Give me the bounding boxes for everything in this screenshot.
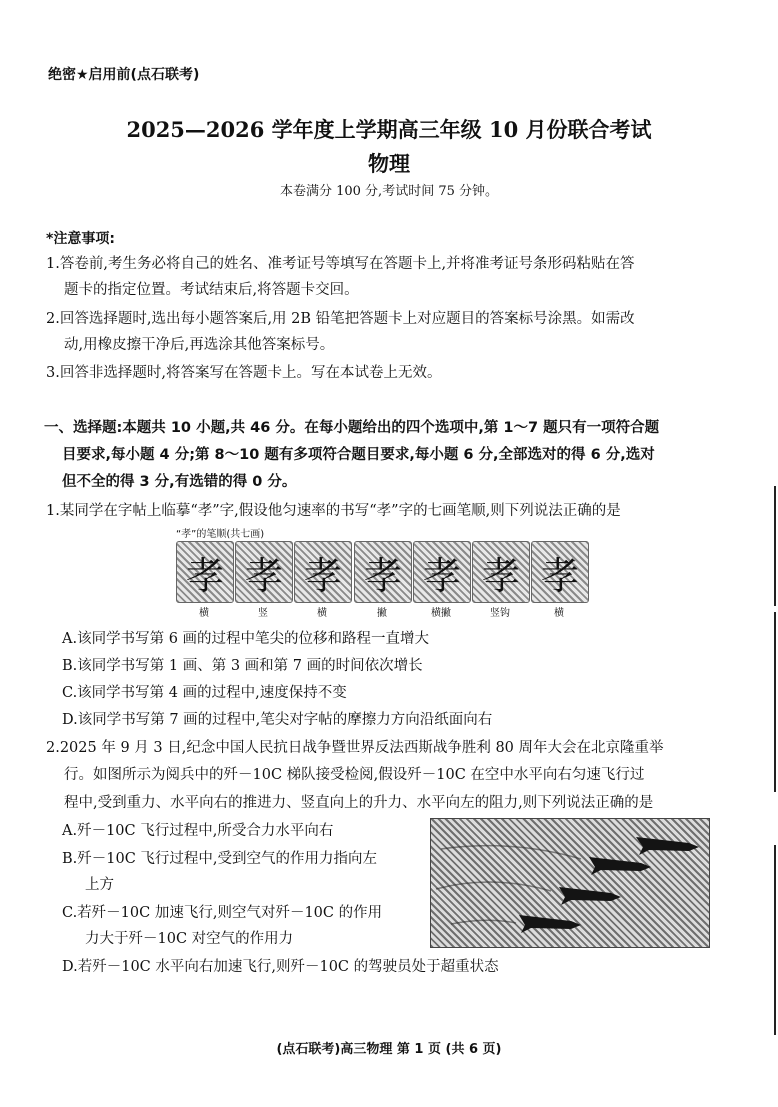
stroke-label-3: 横 [317, 608, 327, 619]
stroke-char-3: 孝 [294, 541, 352, 603]
stroke-label-7: 横 [554, 608, 564, 619]
q1-option-c: C.该同学书写第 4 画的过程中,速度保持不变 [62, 685, 347, 701]
stroke-char-6: 孝 [472, 541, 530, 603]
note-2-cont: 动,用橡皮擦干净后,再选涂其他答案标号。 [64, 337, 335, 353]
stroke-char-4: 孝 [354, 541, 412, 603]
stroke-char-7: 孝 [531, 541, 589, 603]
stroke-label-1: 横 [199, 608, 209, 619]
q1-option-d: D.该同学书写第 7 画的过程中,笔尖对字帖的摩擦力方向沿纸面向右 [62, 712, 493, 728]
exam-info: 本卷满分 100 分,考试时间 75 分钟。 [279, 184, 499, 199]
subject-title: 物理 [368, 151, 410, 176]
stroke-label-5: 横撇 [431, 608, 451, 619]
stroke-label-6: 竖钩 [490, 608, 510, 619]
notes-title: *注意事项: [46, 231, 115, 247]
scan-artifact-line [774, 486, 776, 606]
q2-option-a: A.歼－10C 飞行过程中,所受合力水平向右 [62, 823, 334, 839]
jet-icon [589, 857, 651, 875]
q2-stem-3: 程中,受到重力、水平向右的推进力、竖直向上的升力、水平向左的阻力,则下列说法正确的是 [64, 795, 654, 811]
note-3: 3.回答非选择题时,将答案写在答题卡上。写在本试卷上无效。 [46, 365, 442, 381]
stroke-char-2: 孝 [235, 541, 293, 603]
stroke-char-1: 孝 [176, 541, 234, 603]
jet-formation-photo [430, 818, 710, 948]
section-heading-3: 但不全的得 3 分,有选错的得 0 分。 [62, 474, 297, 490]
q1-option-b: B.该同学书写第 1 画、第 3 画和第 7 画的时间依次增长 [62, 658, 423, 674]
q2-option-c: C.若歼－10C 加速飞行,则空气对歼－10C 的作用 [62, 905, 383, 921]
jet-silhouettes [431, 819, 709, 947]
q2-option-b-cont: 上方 [85, 877, 114, 893]
jet-icon [519, 915, 581, 933]
section-heading: 一、选择题:本题共 10 小题,共 46 分。在每小题给出的四个选项中,第 1～7 题只有一项符合题 [44, 420, 660, 436]
scan-artifact-line [774, 612, 776, 792]
stroke-figure-title: “孝”的笔顺(共七画) [176, 529, 265, 540]
q1-stem: 1.某同学在字帖上临摹“孝”字,假设他匀速率的书写“孝”字的七画笔顺,则下列说法正确的是 [46, 503, 621, 519]
q1-option-a: A.该同学书写第 6 画的过程中笔尖的位移和路程一直增大 [62, 631, 430, 647]
jet-icon [559, 887, 621, 905]
page-footer: (点石联考)高三物理 第 1 页 (共 6 页) [276, 1042, 502, 1057]
q2-option-c-cont: 力大于歼－10C 对空气的作用力 [85, 931, 294, 947]
q2-stem-2: 行。如图所示为阅兵中的歼－10C 梯队接受检阅,假设歼－10C 在空中水平向右匀速飞行过 [64, 767, 645, 783]
note-2: 2.回答选择题时,选出每小题答案后,用 2B 铅笔把答题卡上对应题目的答案标号涂黑。如需改 [46, 311, 635, 327]
stroke-label-2: 竖 [258, 608, 268, 619]
stroke-label-4: 撇 [377, 608, 387, 619]
confidential-label: 绝密★启用前(点石联考) [48, 67, 200, 83]
jet-icon [636, 837, 699, 855]
section-heading-2: 目要求,每小题 4 分;第 8～10 题有多项符合题目要求,每小题 6 分,全部选对的得 6 分,选对 [62, 447, 655, 463]
stroke-char-5: 孝 [413, 541, 471, 603]
q2-option-b: B.歼－10C 飞行过程中,受到空气的作用力指向左 [62, 851, 378, 867]
note-1-cont: 题卡的指定位置。考试结束后,将答题卡交回。 [64, 282, 359, 298]
q2-option-d: D.若歼－10C 水平向右加速飞行,则歼－10C 的驾驶员处于超重状态 [62, 959, 499, 975]
scan-artifact-line [774, 845, 776, 1035]
exam-title: 2025—2026 学年度上学期高三年级 10 月份联合考试 [126, 117, 652, 142]
q2-stem-1: 2.2025 年 9 月 3 日,纪念中国人民抗日战争暨世界反法西斯战争胜利 80 周年大会在北京隆重举 [46, 740, 664, 756]
note-1: 1.答卷前,考生务必将自己的姓名、准考证号等填写在答题卡上,并将准考证号条形码粘贴在答 [46, 256, 635, 272]
